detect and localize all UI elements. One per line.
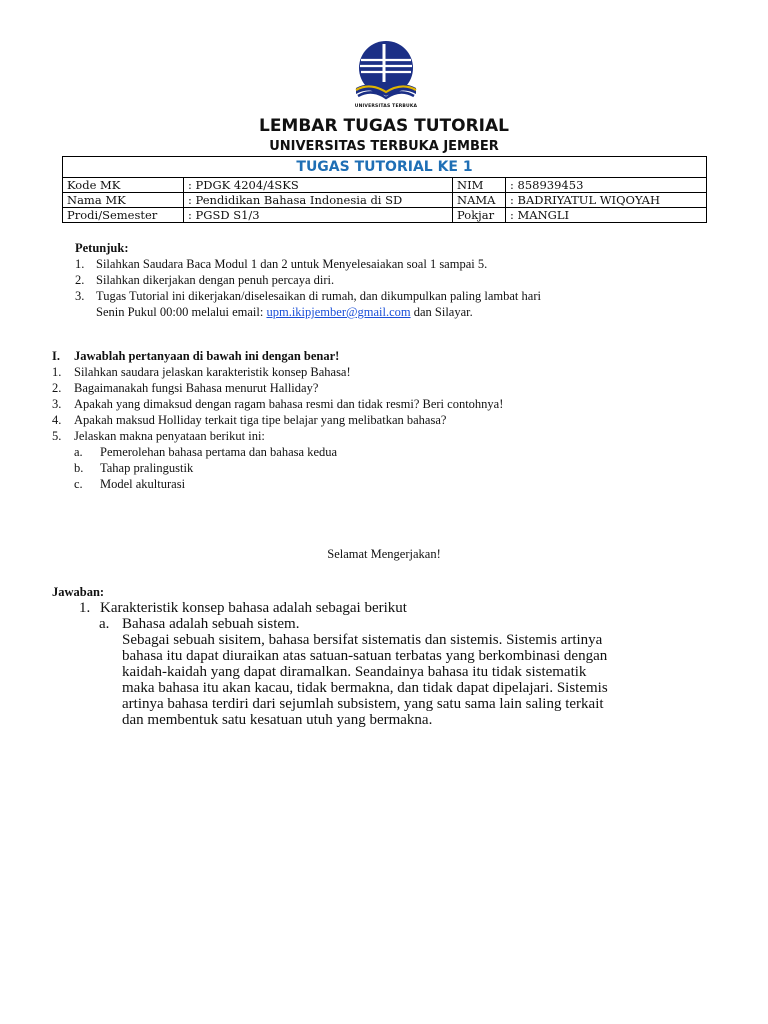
subitem-letter: c. [74, 477, 83, 491]
question-number: 3. [52, 397, 62, 411]
list-text-line: Tugas Tutorial ini dikerjakan/diselesaikan di rumah, dan dikumpulkan paling lambat hari [96, 289, 541, 303]
question-subitem [52, 444, 732, 460]
table-cell-value: : PDGK 4204/4SKS [184, 178, 453, 193]
question-subitem [52, 476, 732, 492]
table-cell-label: NAMA [453, 193, 506, 208]
question-number: 5. [52, 429, 62, 443]
list-item [75, 256, 735, 272]
question-item [52, 396, 732, 412]
list-item [75, 288, 735, 320]
answers-heading: Jawaban: [52, 585, 105, 599]
table-heading-row [63, 157, 707, 178]
question-number: 2. [52, 381, 62, 395]
question-item [52, 364, 732, 380]
answer-sub-letter: a. [99, 616, 110, 632]
paragraph-line: bahasa itu dapat diuraikan atas satuan-satuan terbatas yang berkombinasi dengan [122, 648, 608, 664]
instructions [75, 240, 735, 320]
subitem-text: Pemerolehan bahasa pertama dan bahasa kedua [100, 445, 338, 459]
questions-section [52, 348, 732, 492]
answer-text: Karakteristik konsep bahasa adalah sebagai berikut [100, 600, 407, 616]
answer-paragraph [79, 632, 719, 728]
answer-block [79, 600, 719, 728]
list-number: 2. [75, 273, 85, 287]
question-item [52, 380, 732, 396]
subitem-letter: b. [74, 461, 84, 475]
answer-number: 1. [79, 600, 91, 616]
list-number: 3. [75, 289, 85, 303]
table-cell-label: Nama MK [63, 193, 184, 208]
answer-subitem [79, 616, 719, 632]
section-heading [52, 348, 732, 364]
section-title: Jawablah pertanyaan di bawah ini dengan benar! [74, 349, 340, 363]
table-row [63, 208, 707, 223]
answer-item [79, 600, 719, 616]
list-text: Silahkan dikerjakan dengan penuh percaya diri. [96, 273, 335, 287]
subitem-text: Model akulturasi [100, 477, 186, 491]
instructions-heading: Petunjuk: [75, 241, 129, 255]
question-item [52, 428, 732, 444]
list-text-line: Senin Pukul 00:00 melalui email: [96, 305, 267, 319]
paragraph-line: artinya bahasa terdiri dari sejumlah subsistem, yang satu sama lain saling terkait [122, 696, 604, 712]
question-text: Bagaimanakah fungsi Bahasa menurut Halliday? [74, 381, 319, 395]
section-number: I. [52, 349, 60, 363]
list-text: Silahkan Saudara Baca Modul 1 dan 2 untuk Menyelesaiakan soal 1 sampai 5. [96, 257, 488, 271]
list-text-line: dan Silayar. [410, 305, 473, 319]
list-number: 1. [75, 257, 85, 271]
list-text [96, 288, 541, 320]
table-row [63, 178, 707, 193]
table-cell-value: : MANGLI [506, 208, 707, 223]
table-cell-value: : 858939453 [506, 178, 707, 193]
table-cell-label: Pokjar [453, 208, 506, 223]
table-cell-value: : Pendidikan Bahasa Indonesia di SD [184, 193, 453, 208]
answer-sub-text: Bahasa adalah sebuah sistem. [122, 616, 300, 632]
email-link[interactable]: upm.ikipjember@gmail.com [266, 305, 411, 319]
table-cell-label: Prodi/Semester [63, 208, 184, 223]
table-heading: TUGAS TUTORIAL KE 1 [63, 157, 707, 178]
table-cell-label: NIM [453, 178, 506, 193]
question-text: Jelaskan makna penyataan berikut ini: [74, 429, 265, 443]
info-table [62, 156, 707, 223]
page-subtitle: UNIVERSITAS TERBUKA JEMBER [269, 139, 499, 154]
question-number: 1. [52, 365, 62, 379]
question-text: Apakah maksud Holliday terkait tiga tipe belajar yang melibatkan bahasa? [74, 413, 447, 427]
logo-caption: UNIVERSITAS TERBUKA [354, 104, 418, 109]
question-text: Apakah yang dimaksud dengan ragam bahasa resmi dan tidak resmi? Beri contohnya! [74, 397, 504, 411]
closing-text: Selamat Mengerjakan! [327, 547, 441, 561]
question-text: Silahkan saudara jelaskan karakteristik konsep Bahasa! [74, 365, 351, 379]
subitem-letter: a. [74, 445, 83, 459]
paragraph-line: dan membentuk satu kesatuan utuh yang bermakna. [122, 712, 433, 728]
page-title: LEMBAR TUGAS TUTORIAL [258, 116, 509, 136]
list-item [75, 272, 735, 288]
table-cell-label: Kode MK [63, 178, 184, 193]
paragraph-line: Sebagai sebuah sisitem, bahasa bersifat sistematis dan sistemis. Sistemis artinya [122, 632, 603, 648]
table-row [63, 193, 707, 208]
paragraph-line: kaidah-kaidah yang dapat diramalkan. Seandainya bahasa itu tidak sistematik [122, 664, 587, 680]
question-subitem [52, 460, 732, 476]
table-cell-value: : BADRIYATUL WIQOYAH [506, 193, 707, 208]
table-cell-value: : PGSD S1/3 [184, 208, 453, 223]
question-number: 4. [52, 413, 62, 427]
subitem-text: Tahap pralingustik [100, 461, 194, 475]
question-item [52, 412, 732, 428]
paragraph-line: maka bahasa itu akan kacau, tidak bermakna, dan tidak dapat dipelajari. Sistemis [122, 680, 608, 696]
